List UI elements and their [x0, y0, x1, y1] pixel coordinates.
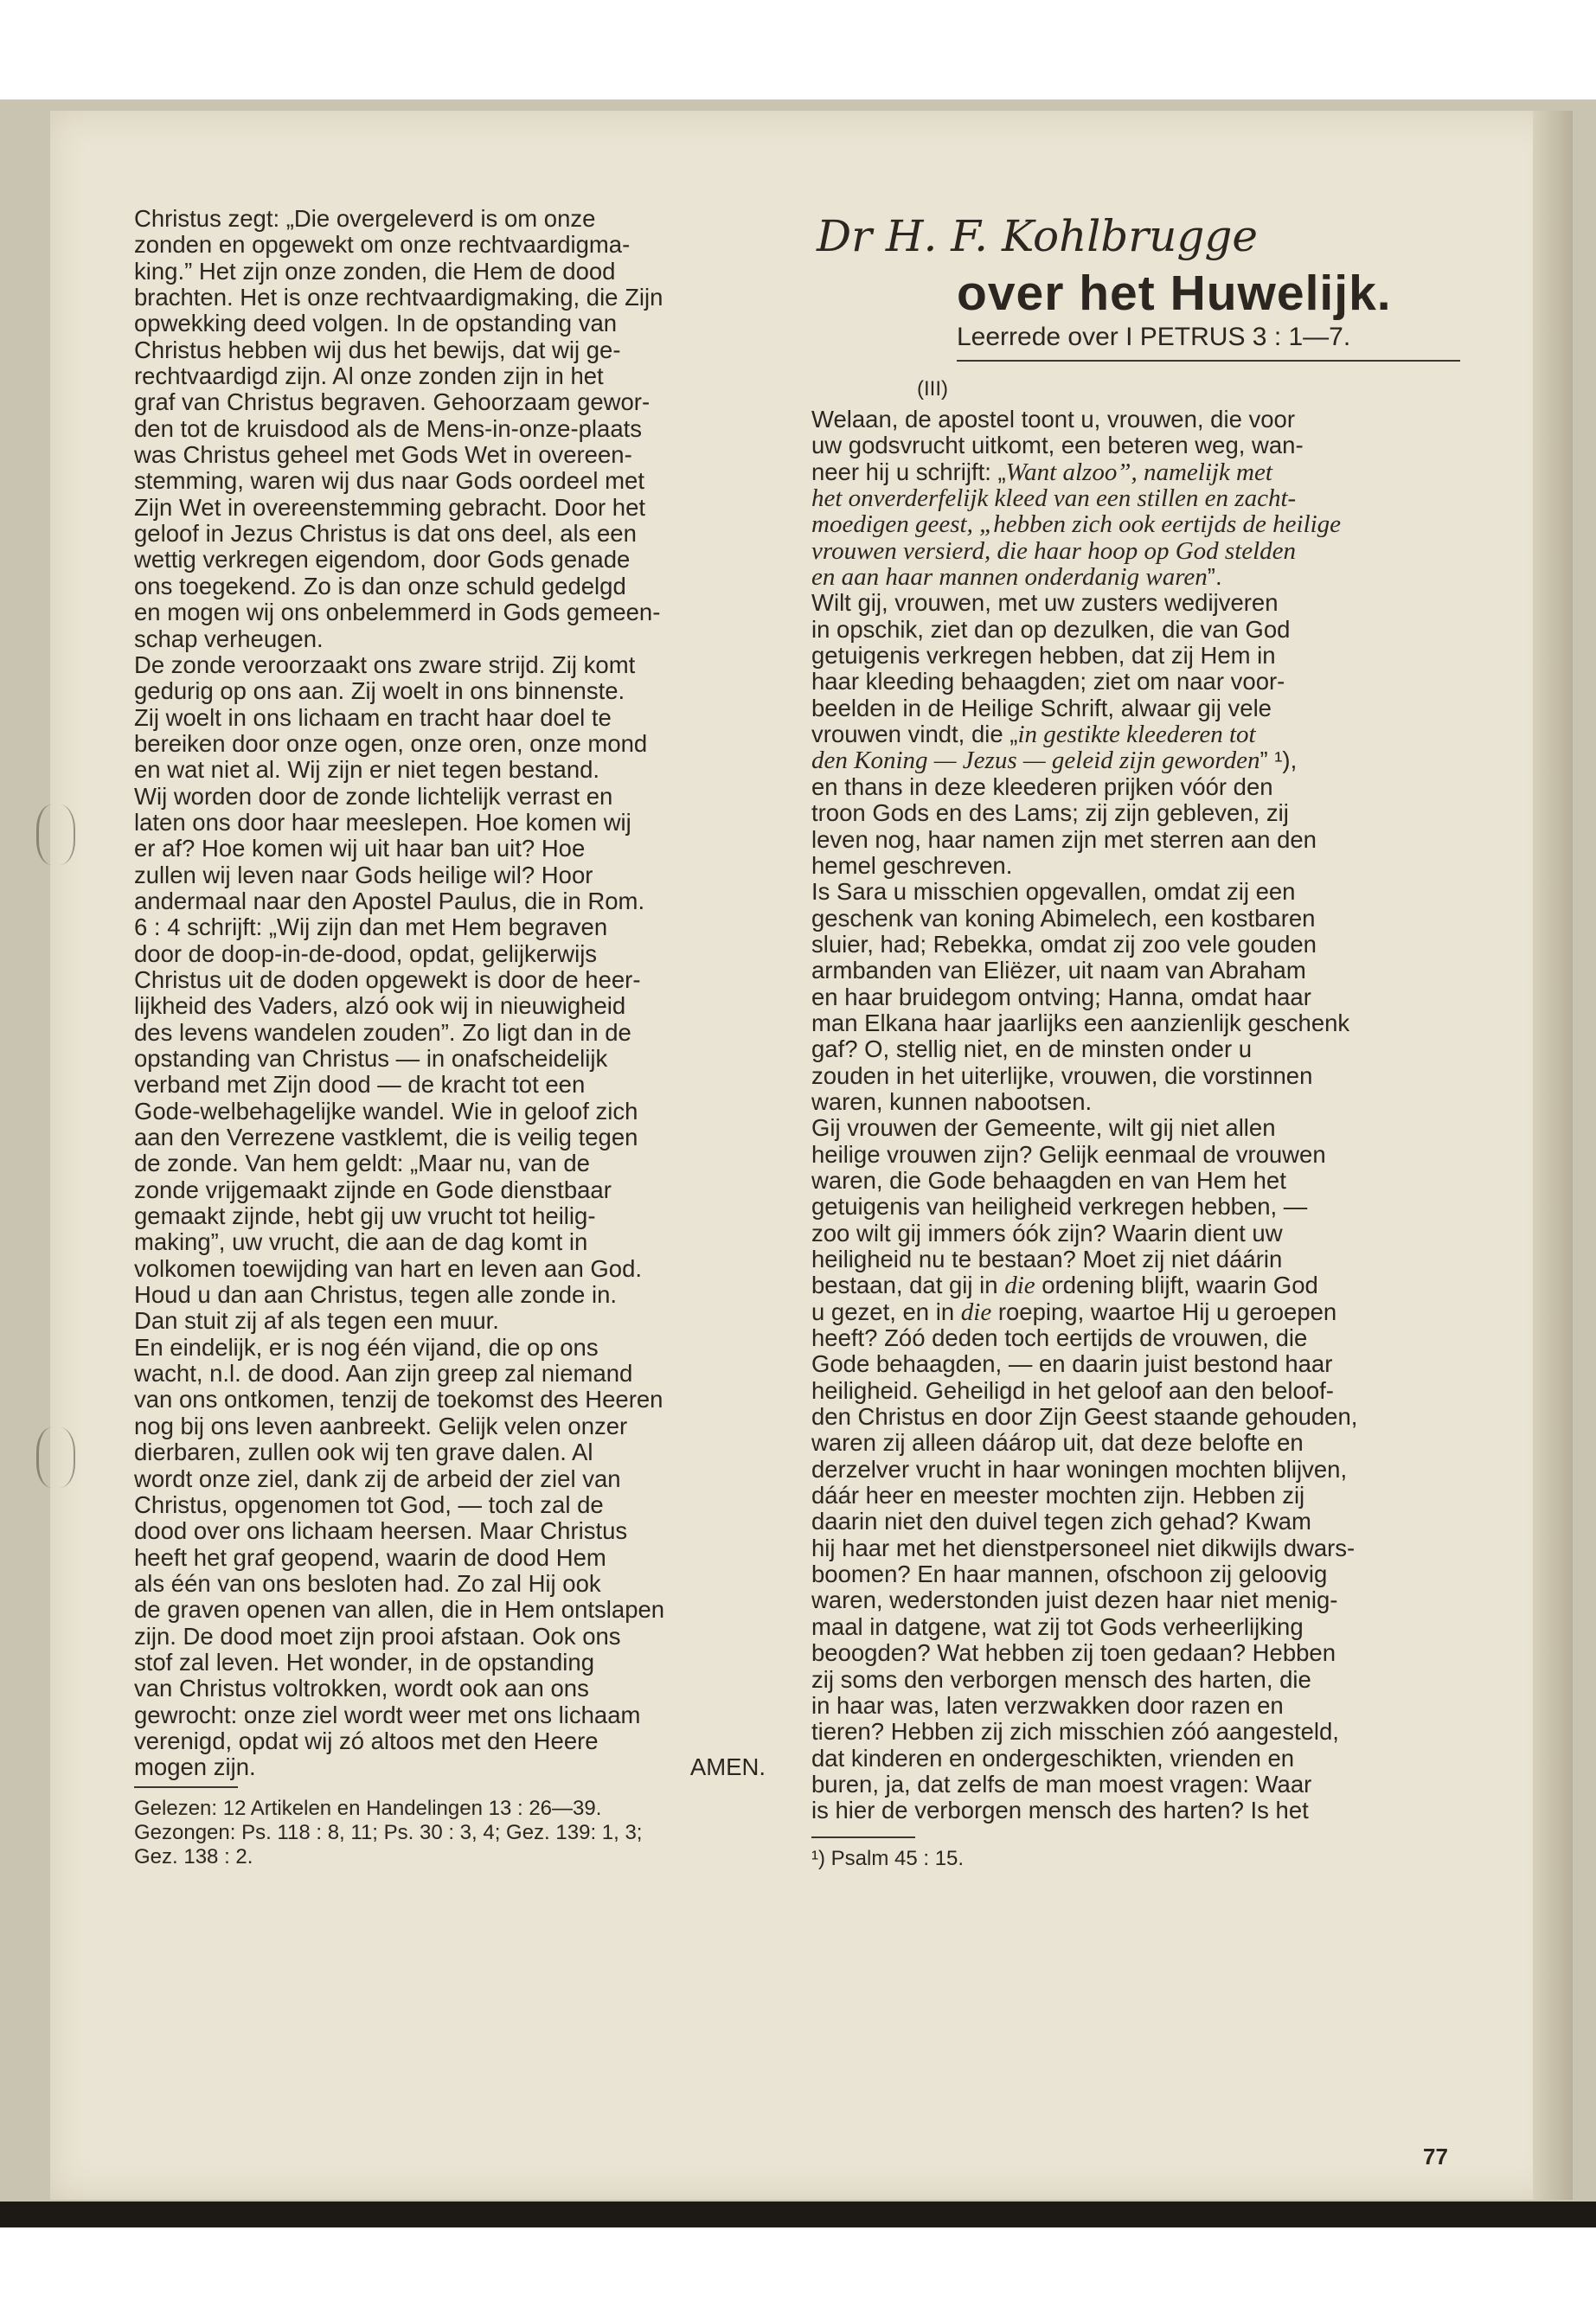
text-line: [811, 1693, 1462, 1719]
text-line: [811, 1168, 1462, 1194]
text-line: [811, 1483, 1462, 1509]
text-line: gewrocht: onze ziel wordt weer met ons lichaam: [134, 1701, 641, 1728]
text-segment: in opschik, ziet dan op dezulken, die van God: [811, 615, 1291, 643]
article-author: Dr H. F. Kohlbrugge: [817, 211, 1258, 261]
text-segment: en thans in deze kleederen prijken vóór den: [811, 772, 1273, 800]
text-line: Christus uit de doden opgewekt is door de heer-: [134, 965, 641, 993]
text-segment: leven nog, haar namen zijn met sterren aan den: [811, 825, 1317, 853]
text-line: stemming, waren wij dus naar Gods oordeel met: [134, 467, 644, 495]
text-segment: dat kinderen en ondergeschikten, vrienden en: [811, 1744, 1295, 1772]
text-segment: ordening blijft, waarin God: [1035, 1272, 1318, 1299]
text-line: Zijn Wet in overeenstemming gebracht. Door het: [134, 493, 646, 521]
text-line: verenigd, opdat wij zó altoos met den Heere: [134, 1727, 599, 1754]
binding-hole-mark: [36, 1427, 75, 1488]
text-segment: getuigenis van heiligheid verkregen hebben, —: [811, 1193, 1308, 1221]
text-line: graf van Christus begraven. Gehoorzaam gewor-: [134, 388, 651, 416]
text-line: bereiken door onze ogen, onze oren, onze mond: [134, 729, 648, 757]
text-segment: waren, die Gode behaagden en van Hem het: [811, 1166, 1286, 1194]
text-line: [811, 643, 1462, 669]
italic-text: en aan haar mannen onderdanig waren: [811, 563, 1208, 592]
text-segment: armbanden van Eliëzer, uit naam van Abraham: [811, 957, 1306, 984]
text-segment: haar kleeding behaagden; ziet om naar voor-: [811, 668, 1285, 695]
italic-text: den Koning — Jezus — geleid zijn geworden: [811, 747, 1260, 775]
text-line: [811, 564, 1462, 590]
text-line: aan den Verrezene vastklemt, die is veilig tegen: [134, 1124, 638, 1151]
text-line: [811, 669, 1462, 695]
text-line: brachten. Het is onze rechtvaardigmaking, die Zijn: [134, 284, 663, 311]
text-line: 6 : 4 schrijft: „Wij zijn dan met Hem begraven: [134, 913, 608, 941]
text-segment: dáár heer en meester mochten zijn. Hebben zij: [811, 1482, 1305, 1509]
text-line: [811, 958, 1462, 984]
text-line: [811, 1351, 1462, 1377]
text-segment: en haar bruidegom ontving; Hanna, omdat haar: [811, 983, 1311, 1010]
left-column: [134, 206, 779, 1869]
text-segment: ”.: [1207, 563, 1222, 591]
text-line: zijn. De dood moet zijn prooi afstaan. Ook ons: [134, 1622, 621, 1650]
italic-text: vrouwen versierd, die haar hoop op God stelden: [811, 536, 1297, 565]
text-segment: man Elkana haar jaarlijks een aanzienlijk geschenk: [811, 1009, 1350, 1036]
binding-hole-mark: [36, 804, 75, 865]
paragraph: [811, 879, 1462, 1115]
text-line: zonden en opgewekt om onze rechtvaardigma-: [134, 231, 631, 259]
text-line: [811, 1587, 1462, 1613]
text-line: was Christus geheel met Gods Wet in overeen-: [134, 441, 632, 469]
text-segment: waren, kunnen nabootsen.: [811, 1087, 1093, 1115]
text-line: zonde vrijgemaakt zijnde en Gode dienstbaar: [134, 1176, 612, 1203]
page-spine-shadow: [1533, 111, 1573, 2200]
text-line: king.” Het zijn onze zonden, die Hem de dood: [134, 257, 616, 285]
text-line: andermaal naar den Apostel Paulus, die in Rom.: [134, 887, 645, 914]
italic-text: die: [1004, 1272, 1035, 1300]
text-segment: neer hij u schrijft: „: [811, 458, 1006, 485]
text-line: [811, 1299, 1462, 1325]
text-segment: Wilt gij, vrouwen, met uw zusters wedijveren: [811, 589, 1279, 617]
text-segment: heilige vrouwen zijn? Gelijk eenmaal de vrouwen: [811, 1140, 1326, 1168]
text-line: [811, 1036, 1462, 1062]
text-segment: beoogden? Wat hebben zij toen gedaan? Hebben: [811, 1639, 1336, 1667]
text-line: wettig verkregen eigendom, door Gods genade: [134, 546, 631, 574]
text-line: [811, 485, 1462, 511]
text-segment: waren zij alleen dáárop uit, dat deze belofte en: [811, 1429, 1304, 1457]
text-line: opwekking deed volgen. In de opstanding van: [134, 310, 618, 337]
paragraph: [811, 590, 1462, 879]
right-column: [811, 206, 1462, 1871]
text-line: [811, 1010, 1462, 1036]
text-segment: geschenk van koning Abimelech, een kostbaren: [811, 904, 1316, 932]
text-segment: zouden in het uiterlijke, vrouwen, die vorstinnen: [811, 1061, 1313, 1089]
article-part: (III): [917, 377, 948, 401]
text-segment: daarin niet den duivel tegen zich gehad? Kwam: [811, 1508, 1311, 1535]
text-segment: bestaan, dat gij in: [811, 1272, 1005, 1299]
footnote-rule: [811, 1836, 915, 1838]
text-line: [811, 1247, 1462, 1272]
text-line: ons toegekend. Zo is dan onze schuld gedelgd: [134, 572, 626, 599]
text-line: laten ons door haar meeslepen. Hoe komen wij: [134, 808, 631, 836]
text-line: [811, 1719, 1462, 1745]
text-line: [811, 984, 1462, 1010]
text-line: Zij woelt in ons lichaam en tracht haar doel te: [134, 703, 612, 731]
readings: [134, 1797, 779, 1869]
text-segment: hemel geschreven.: [811, 851, 1013, 879]
text-line: [811, 932, 1462, 958]
text-line: schap verheugen.: [134, 625, 324, 652]
text-segment: boomen? En haar mannen, ofschoon zij geloovig: [811, 1561, 1328, 1588]
text-line: [811, 538, 1462, 564]
text-line: [811, 1746, 1462, 1772]
text-segment: derzelver vrucht in haar woningen mochten blijven,: [811, 1455, 1348, 1483]
text-line: volkomen toewijding van hart en leven aan God.: [134, 1254, 643, 1282]
text-line: [811, 879, 1462, 905]
text-segment: Gij vrouwen der Gemeente, wilt gij niet allen: [811, 1114, 1276, 1142]
text-line: [811, 1378, 1462, 1404]
text-line: [811, 407, 1462, 433]
text-line: dood over ons lichaam heersen. Maar Christus: [134, 1517, 628, 1545]
text-line: [811, 590, 1462, 616]
reading-line: Gezongen: Ps. 118 : 8, 11; Ps. 30 : 3, 4; Gez. 139: 1, 3;: [134, 1820, 643, 1844]
text-segment: Welaan, de apostel toont u, vrouwen, die voor: [811, 406, 1296, 433]
reading-line: Gelezen: 12 Artikelen en Handelingen 13 : 26—39.: [134, 1796, 602, 1820]
text-segment: is hier de verborgen mensch des harten? Is het: [811, 1797, 1309, 1824]
text-line: verband met Zijn dood — de kracht tot een: [134, 1071, 586, 1099]
text-line: Dan stuit zij af als tegen een muur.: [134, 1307, 499, 1335]
text-line: [811, 1535, 1462, 1561]
text-line: als één van ons besloten had. Zo zal Hij ook: [134, 1569, 601, 1597]
closing-line: mogen zijn.: [134, 1753, 256, 1781]
text-line: er af? Hoe komen wij uit haar ban uit? Hoe: [134, 835, 586, 862]
text-segment: maal in datgene, wat zij tot Gods verheerlijking: [811, 1612, 1304, 1640]
text-line: gedurig op ons aan. Zij woelt in ons binnenste.: [134, 677, 625, 705]
text-segment: roeping, waartoe Hij u geroepen: [991, 1298, 1337, 1325]
text-segment: in haar was, laten verzwakken door razen en: [811, 1691, 1284, 1719]
text-line: [811, 721, 1462, 747]
text-line: gemaakt zijnde, hebt gij uw vrucht tot heilig-: [134, 1202, 596, 1230]
text-line: [811, 747, 1462, 773]
text-line: making”, uw vrucht, die aan de dag komt in: [134, 1228, 588, 1256]
text-line: [811, 853, 1462, 879]
text-segment: sluier, had; Rebekka, omdat zij zoo vele gouden: [811, 930, 1317, 958]
text-line: [811, 774, 1462, 800]
text-segment: vrouwen vindt, die „: [811, 721, 1018, 748]
text-line: [811, 511, 1462, 537]
text-segment: heiligheid. Geheiligd in het geloof aan den beloof-: [811, 1376, 1334, 1404]
text-line: [811, 1194, 1462, 1220]
text-line: rechtvaardigd zijn. Al onze zonden zijn in het: [134, 362, 604, 390]
text-line: en wat niet al. Wij zijn er niet tegen bestand.: [134, 756, 600, 784]
text-segment: getuigenis verkregen hebben, dat zij Hem in: [811, 642, 1276, 670]
text-line: Christus hebben wij dus het bewijs, dat wij ge-: [134, 336, 621, 363]
text-segment: Gode behaagden, — en daarin juist bestond haar: [811, 1350, 1333, 1378]
scan-bottom-edge: [0, 2202, 1596, 2227]
text-segment: beelden in de Heilige Schrift, alwaar gij vele: [811, 694, 1272, 721]
italic-text: moedigen geest, „hebben zich ook eertijds de heilige: [811, 510, 1342, 539]
text-line: [811, 1115, 1462, 1141]
text-line: Houd u dan aan Christus, tegen alle zonde in.: [134, 1281, 618, 1309]
text-segment: troon Gods en des Lams; zij zijn gebleven, zij: [811, 799, 1289, 827]
paragraph: [134, 206, 779, 652]
text-line: wordt onze ziel, dank zij de arbeid der ziel van: [134, 1465, 621, 1492]
text-line: [811, 1667, 1462, 1693]
text-line: wacht, n.l. de dood. Aan zijn greep zal niemand: [134, 1360, 633, 1388]
text-line: lijkheid des Vaders, alzó ook wij in nieuwigheid: [134, 992, 626, 1020]
text-line: [811, 906, 1462, 932]
text-segment: tieren? Hebben zij zich misschien zóó aangesteld,: [811, 1718, 1339, 1746]
italic-text: Want alzoo”, namelijk met: [1005, 458, 1272, 486]
text-line: van Christus voltrokken, wordt ook aan ons: [134, 1675, 589, 1702]
text-segment: heiligheid nu te bestaan? Moet zij niet dáárin: [811, 1246, 1283, 1272]
text-line: De zonde veroorzaakt ons zware strijd. Zij komt: [134, 651, 636, 678]
text-line: [811, 1221, 1462, 1247]
text-line: [811, 617, 1462, 643]
text-line: [811, 1404, 1462, 1430]
text-line: Christus zegt: „Die overgeleverd is om onze: [134, 205, 596, 232]
text-line: [811, 1561, 1462, 1587]
text-line: En eindelijk, er is nog één vijand, die op ons: [134, 1333, 599, 1361]
text-line: Christus, opgenomen tot God, — toch zal de: [134, 1490, 604, 1518]
text-segment: den Christus en door Zijn Geest staande gehouden,: [811, 1403, 1358, 1431]
text-segment: zij soms den verborgen mensch des harten, die: [811, 1665, 1311, 1693]
text-line: des levens wandelen zouden”. Zo ligt dan in de: [134, 1018, 631, 1046]
text-line: den tot de kruisdood als de Mens-in-onze-plaats: [134, 414, 643, 442]
divider-rule: [134, 1786, 238, 1788]
text-segment: waren, wederstonden juist dezen haar niet menig-: [811, 1586, 1338, 1614]
text-line: [811, 1272, 1462, 1298]
italic-text: in gestikte kleederen tot: [1017, 721, 1256, 749]
footnote: ¹) Psalm 45 : 15.: [811, 1846, 965, 1870]
text-line: [811, 1509, 1462, 1535]
paragraph: [811, 1115, 1462, 1823]
text-line: [811, 695, 1462, 721]
text-line: van ons ontkomen, tenzij de toekomst des Heeren: [134, 1386, 663, 1413]
text-line: Wij worden door de zonde lichtelijk verrast en: [134, 782, 613, 810]
text-line: stof zal leven. Het wonder, in de opstanding: [134, 1648, 595, 1676]
text-line: door de doop-in-de-dood, opdat, gelijkerwijs: [134, 939, 598, 967]
text-line: [811, 433, 1462, 458]
text-segment: gaf? O, stellig niet, en de minsten onder u: [811, 1035, 1253, 1063]
text-line: nog bij ons leven aanbreekt. Gelijk velen onzer: [134, 1412, 628, 1439]
text-line: dierbaren, zullen ook wij ten grave dalen. Al: [134, 1439, 593, 1466]
text-line: [811, 459, 1462, 485]
paragraph: [811, 407, 1462, 590]
right-column-paragraphs: [811, 407, 1462, 1824]
text-line: [811, 1772, 1462, 1798]
text-line: [811, 1798, 1462, 1823]
italic-text: het onverderfelijk kleed van een stillen en zacht-: [811, 484, 1297, 513]
text-line: [811, 1457, 1462, 1483]
article-subtitle: Leerrede over I PETRUS 3 : 1—7.: [957, 320, 1460, 362]
paragraph: [134, 652, 779, 1335]
text-line: opstanding van Christus — in onafscheidelijk: [134, 1045, 608, 1072]
text-line: Gode-welbehagelijke wandel. Wie in geloof zich: [134, 1097, 638, 1125]
text-line: [811, 1614, 1462, 1640]
text-segment: zoo wilt gij immers óók zijn? Waarin dient uw: [811, 1219, 1283, 1247]
paragraph: [134, 1335, 779, 1755]
text-line: de zonde. Van hem geldt: „Maar nu, van de: [134, 1150, 590, 1177]
text-line: [811, 800, 1462, 826]
text-segment: heeft? Zóó deden toch eertijds de vrouwen, die: [811, 1324, 1308, 1352]
text-line: zullen wij leven naar Gods heilige wil? Hoor: [134, 861, 593, 888]
text-segment: hij haar met het dienstpersoneel niet dikwijls dwars-: [811, 1534, 1356, 1561]
text-line: [811, 1430, 1462, 1456]
text-line: geloof in Jezus Christus is dat ons deel, als een: [134, 520, 637, 548]
left-column-paragraphs: [134, 206, 779, 1754]
text-segment: u gezet, en in: [811, 1298, 961, 1325]
article-title: over het Huwelijk.: [957, 266, 1392, 321]
text-line: [811, 1089, 1462, 1115]
text-line: heeft het graf geopend, waarin de dood Hem: [134, 1543, 606, 1571]
text-line: [811, 827, 1462, 853]
text-segment: ” ¹),: [1259, 747, 1298, 774]
text-segment: Is Sara u misschien opgevallen, omdat zij een: [811, 878, 1296, 906]
text-line: [811, 1063, 1462, 1089]
reading-line: Gez. 138 : 2.: [134, 1844, 253, 1868]
text-line: [811, 1142, 1462, 1168]
amen: AMEN.: [689, 1753, 766, 1781]
text-line: de graven openen van allen, die in Hem ontslapen: [134, 1596, 665, 1624]
text-segment: uw godsvrucht uitkomt, een beteren weg, wan-: [811, 432, 1304, 459]
text-line: [811, 1325, 1462, 1351]
sermon-closing: [134, 1754, 766, 1780]
text-line: en mogen wij ons onbelemmerd in Gods gemeen-: [134, 599, 661, 626]
text-line: [811, 1640, 1462, 1666]
page-number: 77: [1423, 2144, 1448, 2170]
text-segment: buren, ja, dat zelfs de man moest vragen: Waar: [811, 1770, 1312, 1798]
italic-text: die: [960, 1298, 992, 1326]
